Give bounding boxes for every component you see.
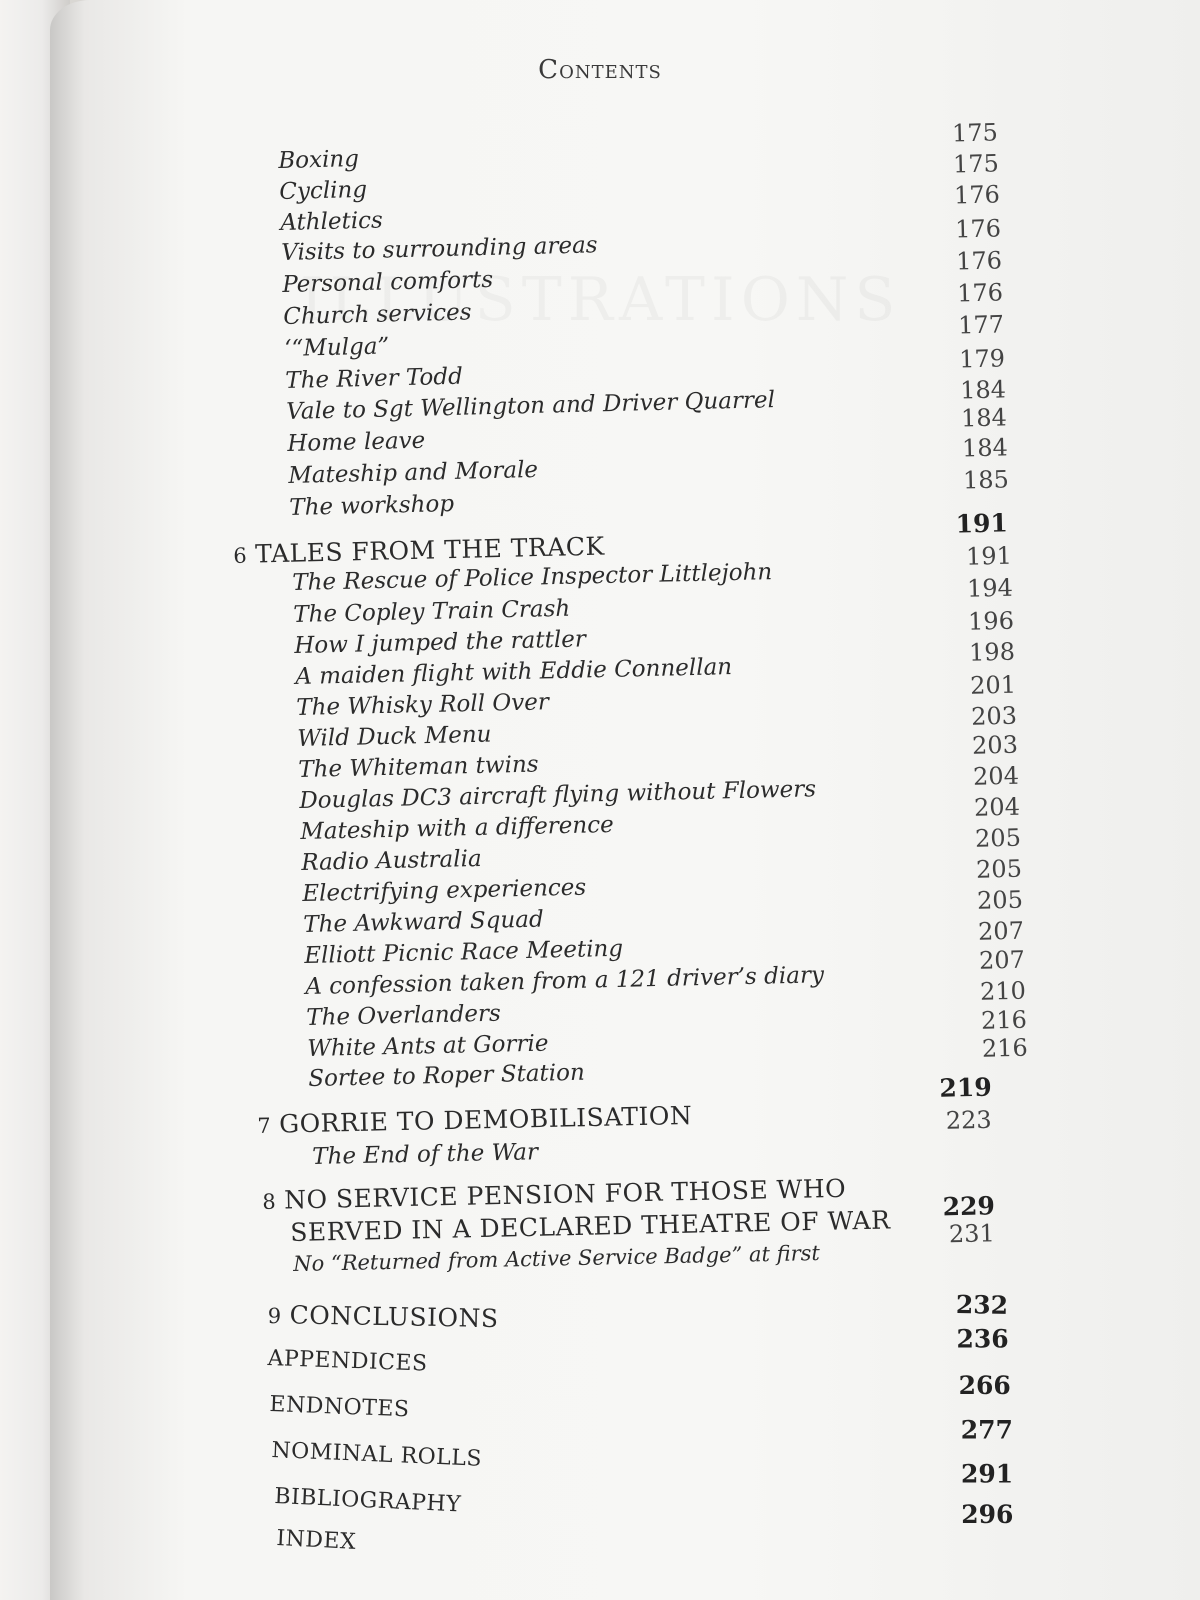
toc-entry-page: 176 (954, 214, 1002, 244)
toc-entry-page: 203 (970, 701, 1018, 731)
chapter-number: 6 (233, 543, 248, 568)
toc-entry-label: The Awkward Squad (303, 906, 544, 938)
toc-entry-label: The Whisky Roll Over (296, 689, 550, 721)
chapter-page: 229 (942, 1191, 996, 1222)
toc-entry-label: The Overlanders (306, 1000, 502, 1031)
toc-entry-page: 176 (956, 278, 1004, 308)
toc-entry-label: Home leave (287, 427, 426, 457)
back-matter-page: 277 (960, 1415, 1013, 1445)
chapter-page: 219 (939, 1072, 992, 1103)
chapter-page: 191 (955, 508, 1009, 539)
toc-entry-page: 198 (968, 637, 1016, 667)
toc-entry-page: 216 (981, 1033, 1029, 1063)
chapter-number: 9 (267, 1303, 282, 1329)
toc-entry-page: 204 (972, 761, 1020, 791)
toc-entry-page: 205 (974, 823, 1022, 853)
chapter-title-line-2: SERVED IN A DECLARED THEATRE OF WAR (290, 1205, 891, 1247)
chapter-title: CONCLUSIONS (289, 1300, 499, 1334)
chapter-title: TALES FROM THE TRACK (254, 531, 605, 569)
toc-entry-page: 175 (952, 149, 1000, 179)
toc-entry-page: 184 (961, 433, 1009, 463)
toc-entry-label: Cycling (279, 176, 368, 205)
toc-entry-label: How I jumped the rattler (294, 626, 587, 659)
toc-entry-label: The End of the War (312, 1139, 539, 1170)
toc-entry-label: Wild Duck Menu (297, 721, 492, 752)
toc-entry-page: 205 (975, 854, 1023, 884)
toc-entry-label: Vale to Sgt Wellington and Driver Quarrel (286, 387, 776, 425)
toc-entry-page: 191 (965, 541, 1013, 571)
toc-entry-label: No “Returned from Active Service Badge” at first (293, 1240, 821, 1276)
toc-entry-page: 231 (948, 1219, 996, 1249)
page-heading: Contents (538, 55, 662, 85)
back-matter-page: 236 (956, 1324, 1009, 1354)
toc-entry-label: Visits to surrounding areas (281, 232, 598, 266)
toc-entry-page: 201 (969, 670, 1017, 700)
toc-entry-label: Electrifying experiences (302, 874, 587, 907)
toc-entry-page: 185 (962, 465, 1010, 495)
toc-entry-page: 205 (976, 885, 1024, 915)
toc-entry-page: 176 (953, 180, 1001, 210)
toc-entry-page: 207 (978, 945, 1026, 975)
back-matter-page: 266 (958, 1370, 1011, 1400)
toc-entry-label: Sortee to Roper Station (308, 1059, 586, 1092)
toc-entry-label: The workshop (289, 490, 455, 521)
back-matter-page: 296 (961, 1500, 1014, 1530)
toc-entry-page: 207 (977, 916, 1025, 946)
back-matter-label: NOMINAL ROLLS (270, 1438, 483, 1472)
back-matter-page: 291 (960, 1459, 1014, 1489)
toc-entry-label: Douglas DC3 aircraft flying without Flowers (299, 776, 817, 814)
back-matter-label: APPENDICES (267, 1346, 429, 1377)
chapter-number: 8 (262, 1189, 277, 1214)
toc-entry-label: Athletics (280, 207, 384, 236)
toc-entry-label: White Ants at Gorrie (307, 1030, 549, 1062)
toc-entry-page: 184 (959, 375, 1007, 405)
toc-entry-page: 175 (951, 118, 999, 148)
toc-entry-label: A confession taken from a 121 driver’s diary (305, 962, 825, 1000)
chapter-title: GORRIE TO DEMOBILISATION (278, 1100, 693, 1139)
chapter-title-line-1: NO SERVICE PENSION FOR THOSE WHO (283, 1173, 847, 1215)
toc-entry-label: The River Todd (285, 363, 464, 394)
chapter-number: 7 (257, 1113, 272, 1138)
toc-entry-label: Elliott Picnic Race Meeting (304, 935, 624, 969)
toc-entry-page: 223 (945, 1105, 992, 1135)
toc-entry-page: 194 (966, 573, 1014, 603)
toc-entry-page: 176 (955, 246, 1003, 276)
toc-entry-page: 210 (979, 976, 1027, 1006)
toc-entry-label: A maiden flight with Eddie Connellan (295, 654, 733, 690)
chapter-page: 232 (955, 1290, 1009, 1320)
toc-entry-label: Boxing (278, 146, 360, 174)
toc-entry-label: Personal comforts (282, 266, 494, 298)
toc-entry-label: Mateship with a difference (300, 811, 614, 845)
toc-entry-page: 203 (971, 730, 1019, 760)
toc-entry-label: Radio Australia (301, 845, 482, 876)
back-matter-label: BIBLIOGRAPHY (273, 1484, 462, 1518)
toc-entry-label: Church services (283, 299, 472, 330)
toc-entry-page: 196 (967, 606, 1015, 636)
toc-entry-page: 184 (960, 403, 1008, 433)
toc-entry-label: Mateship and Morale (288, 456, 539, 489)
toc-entry-label: ‘“Mulga” (284, 333, 390, 362)
toc-entry-page: 204 (973, 792, 1021, 822)
toc-entry-page: 177 (957, 310, 1005, 340)
toc-entry-label: The Copley Train Crash (293, 595, 571, 628)
toc-entry-label: The Whiteman twins (298, 751, 539, 783)
back-matter-label: ENDNOTES (269, 1392, 410, 1423)
toc-entry-label: The Rescue of Police Inspector Littlejohn (292, 559, 773, 596)
toc-entry-page: 179 (958, 344, 1006, 374)
back-matter-label: INDEX (275, 1526, 357, 1555)
toc-entry-page: 216 (980, 1005, 1028, 1035)
